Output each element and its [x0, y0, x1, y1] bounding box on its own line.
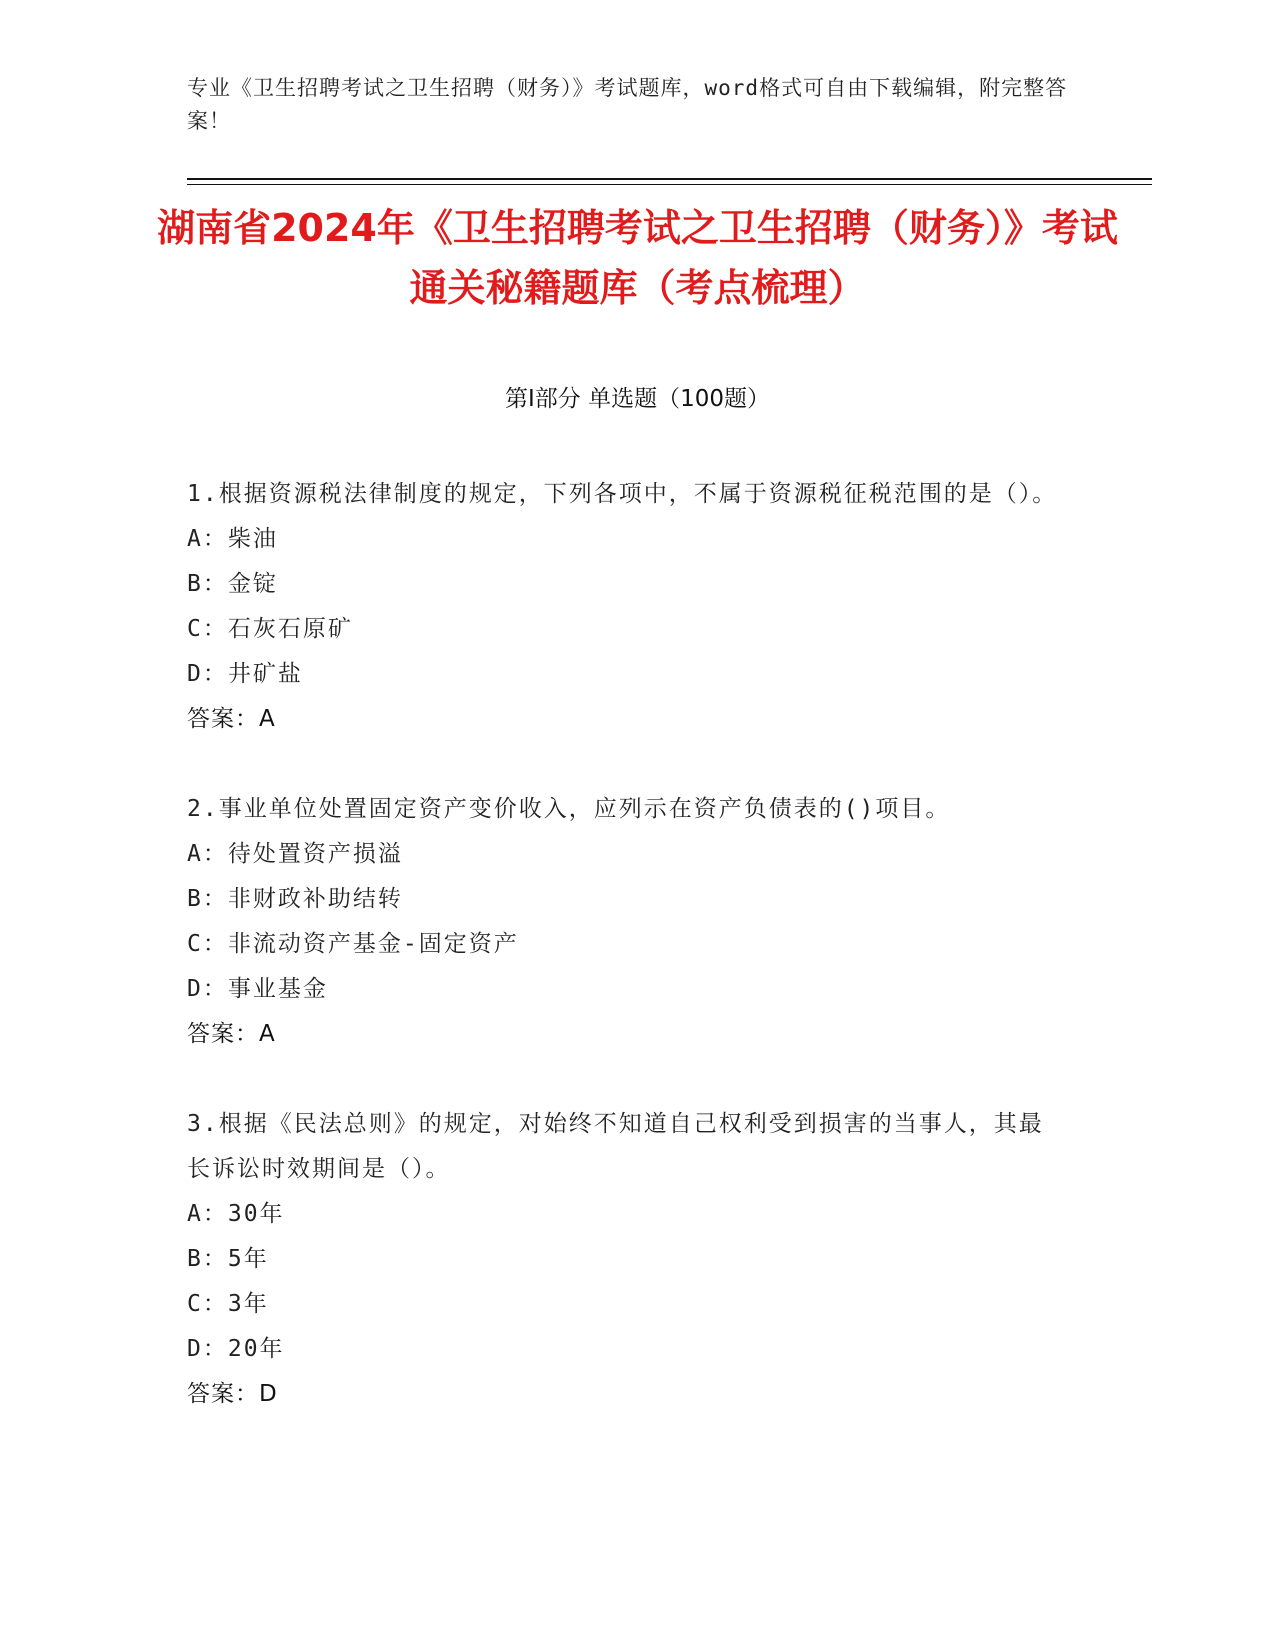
- option-b: B：非财政补助结转: [187, 886, 403, 912]
- option-b: B：5年: [187, 1246, 269, 1272]
- question-stem: 1.根据资源税法律制度的规定，下列各项中，不属于资源税征税范围的是（）。: [187, 481, 1058, 507]
- section-heading: 第I部分 单选题（100题）: [505, 386, 770, 412]
- answer-line: 答案：D: [187, 1381, 278, 1407]
- answer-line: 答案：A: [187, 706, 276, 732]
- answer-line: 答案：A: [187, 1021, 276, 1047]
- option-a: A：柴油: [187, 526, 278, 552]
- option-c: C：石灰石原矿: [187, 616, 353, 642]
- question-1: [187, 472, 1067, 742]
- question-stem: 3.根据《民法总则》的规定，对始终不知道自己权利受到损害的当事人，其最长诉讼时效期间是（）。: [187, 1111, 1044, 1182]
- option-c: C：3年: [187, 1291, 269, 1317]
- option-b: B：金锭: [187, 571, 278, 597]
- option-a: A：待处置资产损溢: [187, 841, 403, 867]
- question-list: [187, 472, 1067, 1462]
- option-a: A：30年: [187, 1201, 285, 1227]
- option-c: C：非流动资产基金-固定资产: [187, 931, 519, 957]
- question-3: [187, 1102, 1067, 1417]
- question-2: [187, 787, 1067, 1057]
- option-d: D：20年: [187, 1336, 285, 1362]
- header-rule-thick: [187, 178, 1152, 180]
- option-d: D：事业基金: [187, 976, 328, 1002]
- header-rule-thin: [187, 184, 1152, 185]
- document-title: 湖南省2024年《卫生招聘考试之卫生招聘（财务）》考试通关秘籍题库（考点梳理）: [157, 206, 1118, 310]
- option-d: D：井矿盐: [187, 661, 303, 687]
- question-stem: 2.事业单位处置固定资产变价收入，应列示在资产负债表的()项目。: [187, 796, 951, 822]
- header-note: 专业《卫生招聘考试之卫生招聘（财务）》考试题库，word格式可自由下载编辑，附完整答案！: [187, 76, 1068, 133]
